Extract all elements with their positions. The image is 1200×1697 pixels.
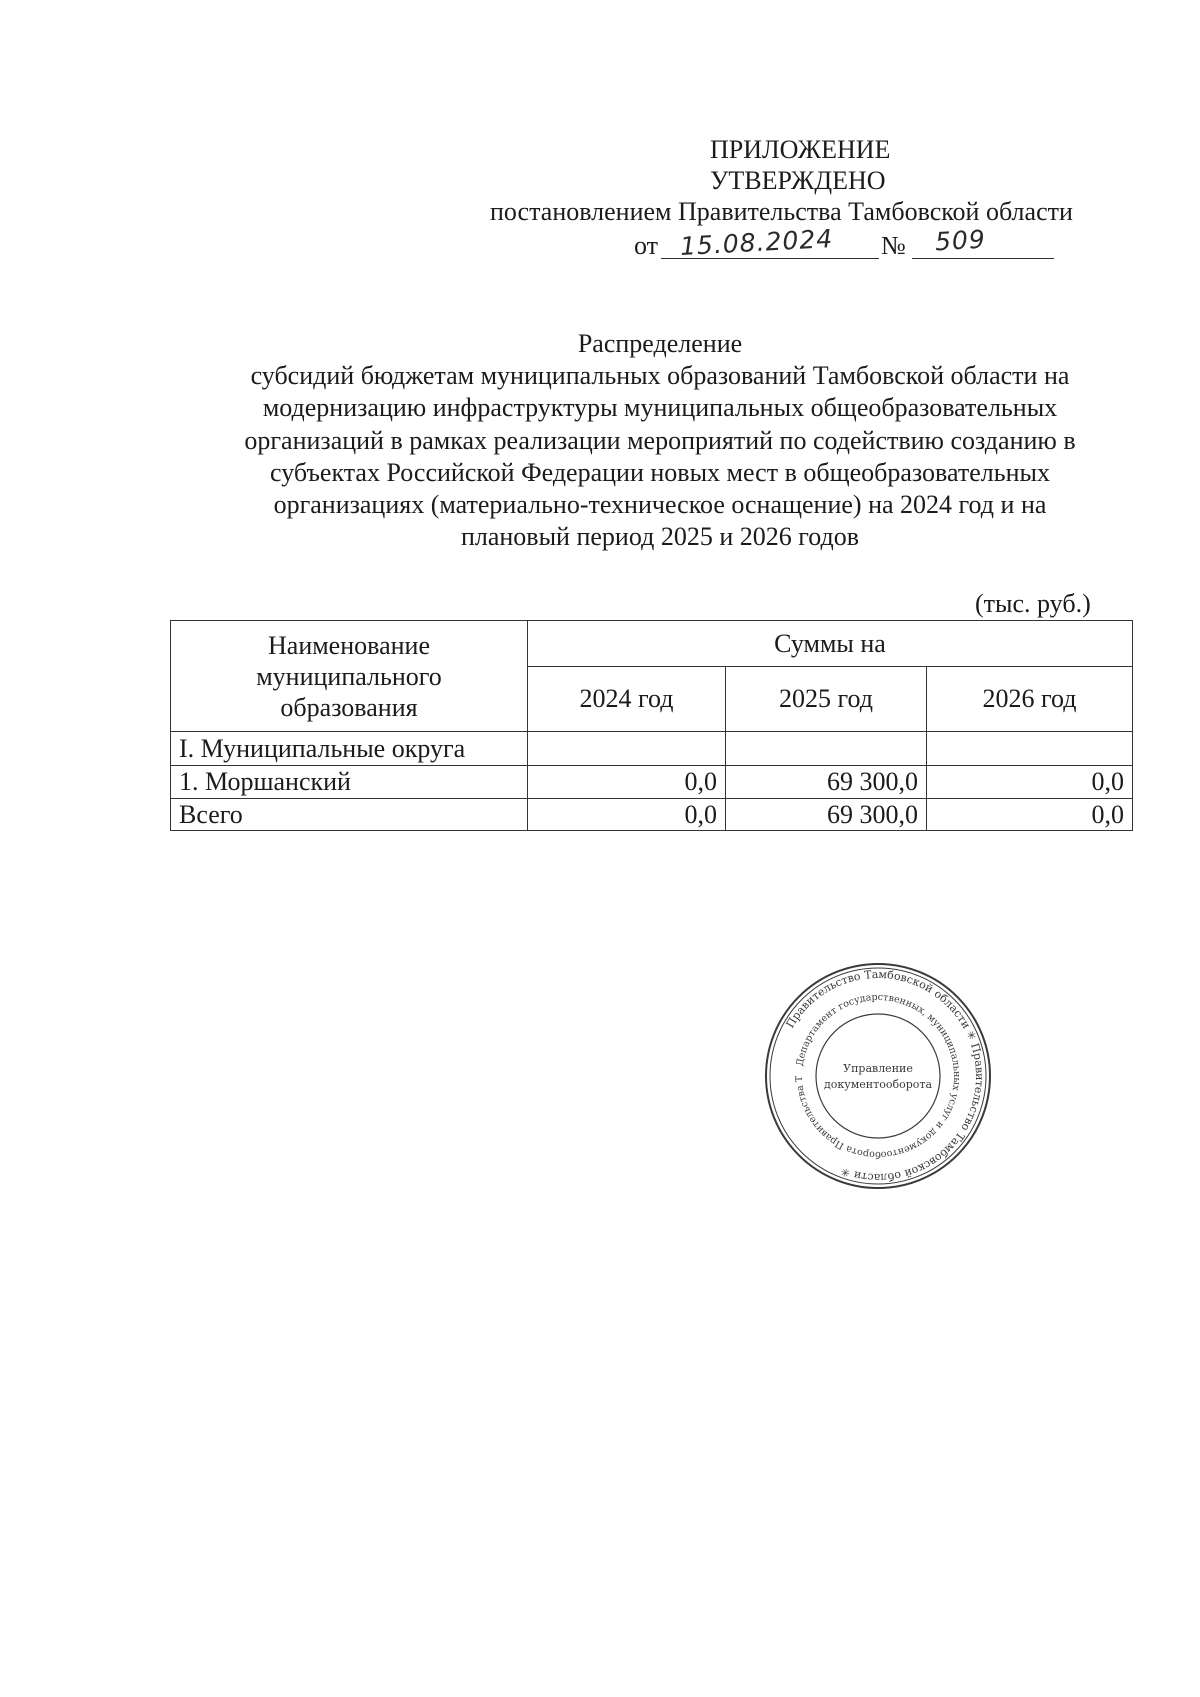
document-subtitle-line: субъектах Российской Федерации новых мест в общеобразовательных xyxy=(270,457,1050,487)
header-sums: Суммы на xyxy=(528,621,1133,667)
document-subtitle-line: субсидий бюджетам муниципальных образований Тамбовской области на xyxy=(250,361,1070,391)
number-underline xyxy=(912,258,1054,259)
date-value: 15.08.2024 xyxy=(679,224,834,261)
total-value-2024: 0,0 xyxy=(528,799,726,831)
date-prefix: от xyxy=(634,231,659,260)
header-name-line: образования xyxy=(280,692,418,722)
row-value-2024: 0,0 xyxy=(528,766,726,799)
empty-cell xyxy=(528,732,726,766)
approval-appendix: ПРИЛОЖЕНИЕ xyxy=(710,135,891,164)
empty-cell xyxy=(726,732,927,766)
total-row xyxy=(171,799,1133,831)
total-name: Всего xyxy=(171,799,528,831)
document-subtitle-line: организациях (материально-техническое оснащение) на 2024 год и на xyxy=(273,490,1047,520)
stamp-outer-text: Правительство Тамбовской области ✳ Правительство Тамбовской области ✳ xyxy=(783,967,987,1185)
row-value-2026: 0,0 xyxy=(927,766,1133,799)
units-label: (тыс. руб.) xyxy=(975,589,1091,618)
stamp-inner-line: документооборота xyxy=(823,1078,933,1091)
subsidy-table xyxy=(170,620,1133,831)
stamp-ring-text: Департамент государственных, муниципальных услуг и документооборота Правительства Т xyxy=(793,991,963,1161)
header-name-line: Наименование xyxy=(268,630,430,660)
row-name: 1. Моршанский xyxy=(171,766,528,799)
stamp-inner-line: Управление xyxy=(843,1062,913,1075)
number-value: 509 xyxy=(934,224,987,257)
header-year-2025: 2025 год xyxy=(726,667,927,732)
total-value-2025: 69 300,0 xyxy=(726,799,927,831)
total-value-2026: 0,0 xyxy=(927,799,1133,831)
header-name-line: муниципального xyxy=(256,661,442,691)
document-title: Распределение xyxy=(577,329,743,358)
document-title-block xyxy=(170,328,1150,553)
section-row xyxy=(171,732,1133,766)
header-year-2026: 2026 год xyxy=(927,667,1133,732)
empty-cell xyxy=(927,732,1133,766)
header-name-cell xyxy=(171,621,528,732)
header-year-2024: 2024 год xyxy=(528,667,726,732)
row-value-2025: 69 300,0 xyxy=(726,766,927,799)
approval-approved: УТВЕРЖДЕНО xyxy=(710,166,886,195)
document-subtitle-line: организаций в рамках реализации мероприятий по содействию созданию в xyxy=(244,425,1076,455)
table-row xyxy=(171,766,1133,799)
document-subtitle-line: плановый период 2025 и 2026 годов xyxy=(460,522,860,552)
section-label: I. Муниципальные округа xyxy=(171,732,528,766)
official-stamp xyxy=(762,960,994,1192)
approval-resolution: постановлением Правительства Тамбовской области xyxy=(490,197,1073,226)
document-subtitle-line: модернизацию инфраструктуры муниципальных общеобразовательных xyxy=(262,393,1058,423)
stamp-graphic xyxy=(762,960,994,1192)
number-prefix: № xyxy=(881,231,906,260)
